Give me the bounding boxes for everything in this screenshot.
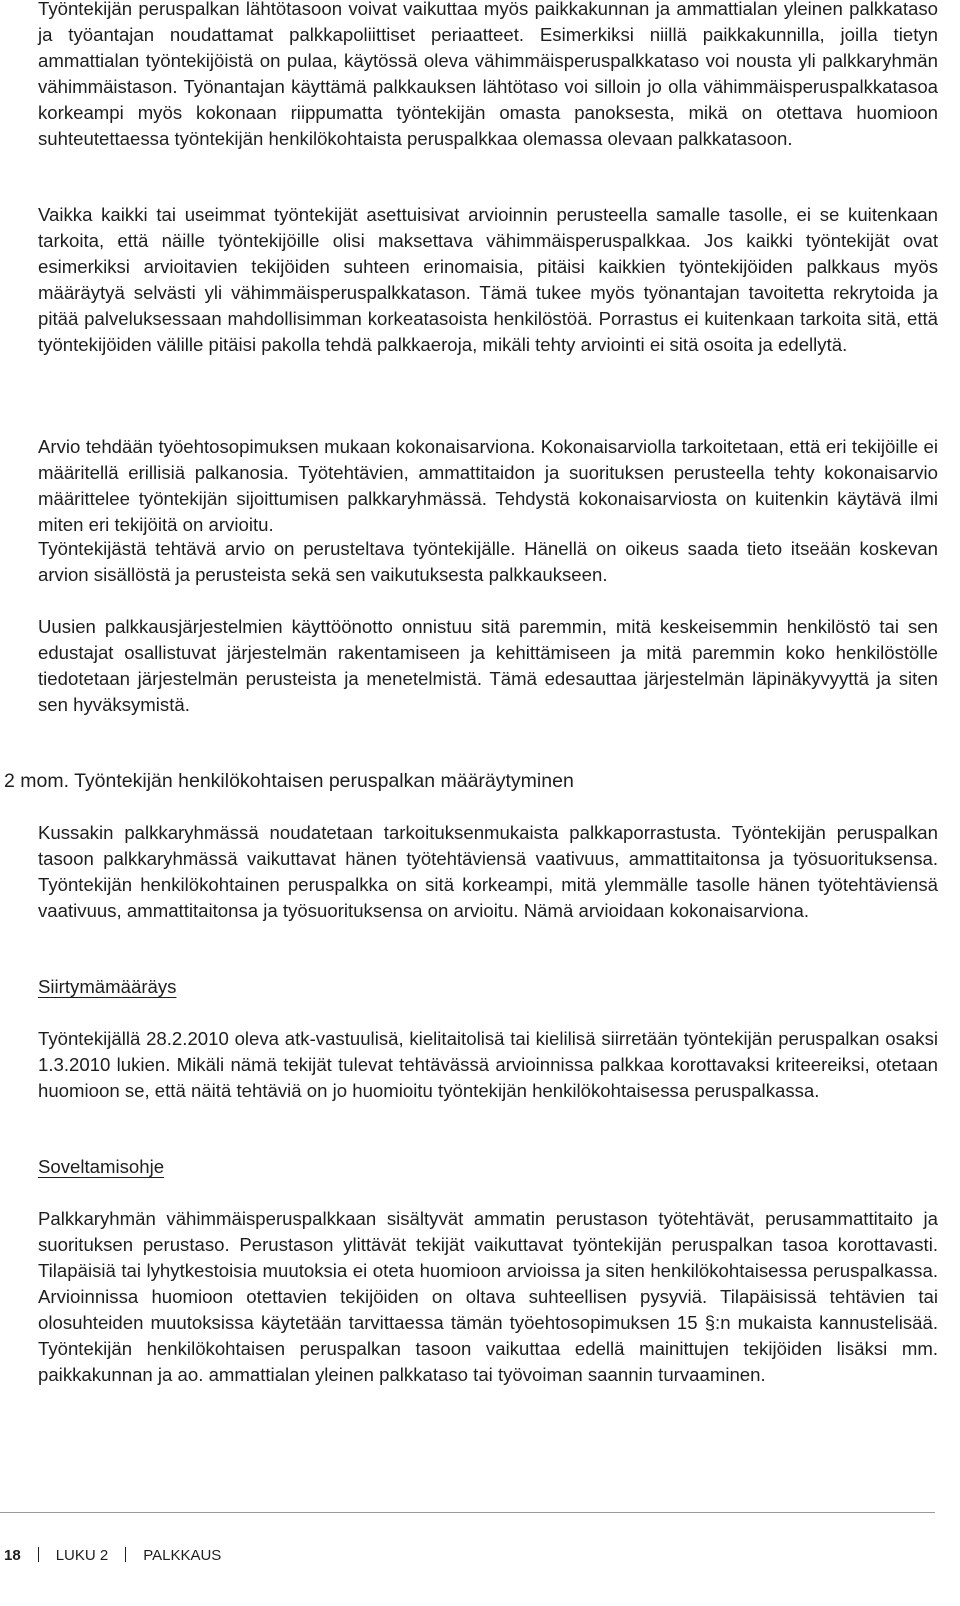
- footer-separator: [125, 1547, 126, 1562]
- paragraph-overall-assessment: Arvio tehdään työehtosopimuksen mukaan kokonaisarviona. Kokonaisarviolla tarkoitetaan, että eri tekijöille ei määritellä erillisiä palkanosia. Työtehtävien, ammattitaidon ja suorituksen perusteella tehty kokonaisarvio määrittelee työntekijän sijoittumisen palkkaryhmässä. Tehdystä kokonaisarviosta on kuitenkin käytävä ilmi miten eri tekijöitä on arvioitu.: [38, 436, 938, 535]
- page-footer: [4, 1546, 221, 1566]
- footer-section: PALKKAUS: [143, 1547, 222, 1564]
- paragraph-evaluation-levels: Vaikka kaikki tai useimmat työntekijät asettuisivat arvioinnin perusteella samalle tasolle, ei se kuitenkaan tarkoita, että näille työntekijöille olisi maksettava vähimmäisperuspalkkaa. Jos kaikki työntekijät ovat esimerkiksi arvioitavien tekijöiden suhteen erinomaisia, pitäisi kaikkien työntekijöiden palkkaus myös määräytyä selvästi yli vähimmäisperuspalkkatason. Tämä tukee myös työnantajan tavoitetta rekrytoida ja pitää palveluksessaan mahdollisimman korkeatasoista henkilöstöä. Porrastus ei kuitenkaan tarkoita sitä, että työntekijöiden välille pitäisi pakolla tehdä palkkaeroja, mikäli tehty arviointi ei sitä osoita ja edellytä.: [38, 204, 938, 355]
- paragraph-transition-provision: Työntekijällä 28.2.2010 oleva atk-vastuulisä, kielitaitolisä tai kielilisä siirretään työntekijän peruspalkan osaksi 1.3.2010 lukien. Mikäli nämä tekijät tulevat tehtävässä arvioinnissa palkkaa korottavaksi kriteereiksi, otetaan huomioon se, että näitä tehtäviä on jo huomioitu työntekijän henkilökohtaisessa peruspalkassa.: [38, 1028, 938, 1101]
- footer-separator: [38, 1547, 39, 1562]
- page-number: 18: [4, 1547, 21, 1564]
- paragraph-justification: Työntekijästä tehtävä arvio on perusteltava työntekijälle. Hänellä on oikeus saada tieto itseään koskevan arvion sisällöstä ja perusteista sekä sen vaikutuksesta palkkaukseen.: [38, 538, 938, 585]
- section-heading: 2 mom. Työntekijän henkilökohtaisen peruspalkan määräytyminen: [4, 770, 574, 792]
- paragraph-pay-grading: Kussakin palkkaryhmässä noudatetaan tarkoituksenmukaista palkkaporrastusta. Työntekijän peruspalkan tasoon palkkaryhmässä vaikuttavat hänen työtehtäviensä vaativuus, ammattitaitonsa ja työsuorituksensa. Työntekijän henkilökohtainen peruspalkka on sitä korkeampi, mitä ylemmälle tasolle hänen työtehtäviensä vaativuus, ammattitaitonsa ja työsuorituksensa on arvioitu. Nämä arvioidaan kokonaisarviona.: [38, 822, 938, 921]
- subheading-transition-provision: Siirtymämääräys: [38, 976, 177, 997]
- subheading-application-guide: Soveltamisohje: [38, 1156, 165, 1177]
- paragraph-salary-baseline: Työntekijän peruspalkan lähtötasoon voivat vaikuttaa myös paikkakunnan ja ammattialan yleinen palkkataso ja työantajan noudattamat palkkapoliittiset periaatteet. Esimerkiksi niillä paikkakunnilla, joilla tietyn ammattialan työntekijöistä on pulaa, käytössä oleva vähimmäisperuspalkkataso voi nousta yli palkkaryhmän vähimmäistason. Työnantajan käyttämä palkkauksen lähtötaso voi silloin jo olla vähimmäisperuspalkkatasoa korkeampi myös kokonaan riippumatta työntekijän omasta panoksesta, mikä on otettava huomioon suhteutettaessa työntekijän henkilökohtaista peruspalkkaa olemassa olevaan palkkatasoon.: [38, 0, 938, 149]
- footer-divider: [0, 1512, 935, 1513]
- footer-chapter: LUKU 2: [55, 1547, 109, 1564]
- paragraph-implementation: Uusien palkkausjärjestelmien käyttöönotto onnistuu sitä paremmin, mitä keskeisemmin henkilöstö tai sen edustajat osallistuvat järjestelmän rakentamiseen ja kehittämiseen ja mitä paremmin koko henkilöstölle tiedotetaan järjestelmän perusteista ja menetelmistä. Tämä edesauttaa järjestelmän läpinäkyvyyttä ja siten sen hyväksymistä.: [38, 616, 938, 715]
- paragraph-application-guide: Palkkaryhmän vähimmäisperuspalkkaan sisältyvät ammatin perustason työtehtävät, perusammattitaito ja suorituksen perustaso. Perustason ylittävät tekijät vaikuttavat työntekijän peruspalkan tasoa korottavasti. Tilapäisiä tai lyhytkestoisia muutoksia ei oteta huomioon arvioissa ja siten henkilökohtaisessa peruspalkassa. Arvioinnissa huomioon otettavien tekijöiden on oltava suhteellisen pysyviä. Tilapäisissä tehtävien tai olosuhteiden muutoksissa käytetään tarvittaessa tämän työehtosopimuksen 15 §:n mukaista kannustelisää. Työntekijän henkilökohtaisen peruspalkan tasoon vaikuttaa edellä mainittujen tekijöiden lisäksi mm. paikkakunnan ja ao. ammattialan yleinen palkkataso tai työvoiman saannin turvaaminen.: [38, 1208, 938, 1385]
